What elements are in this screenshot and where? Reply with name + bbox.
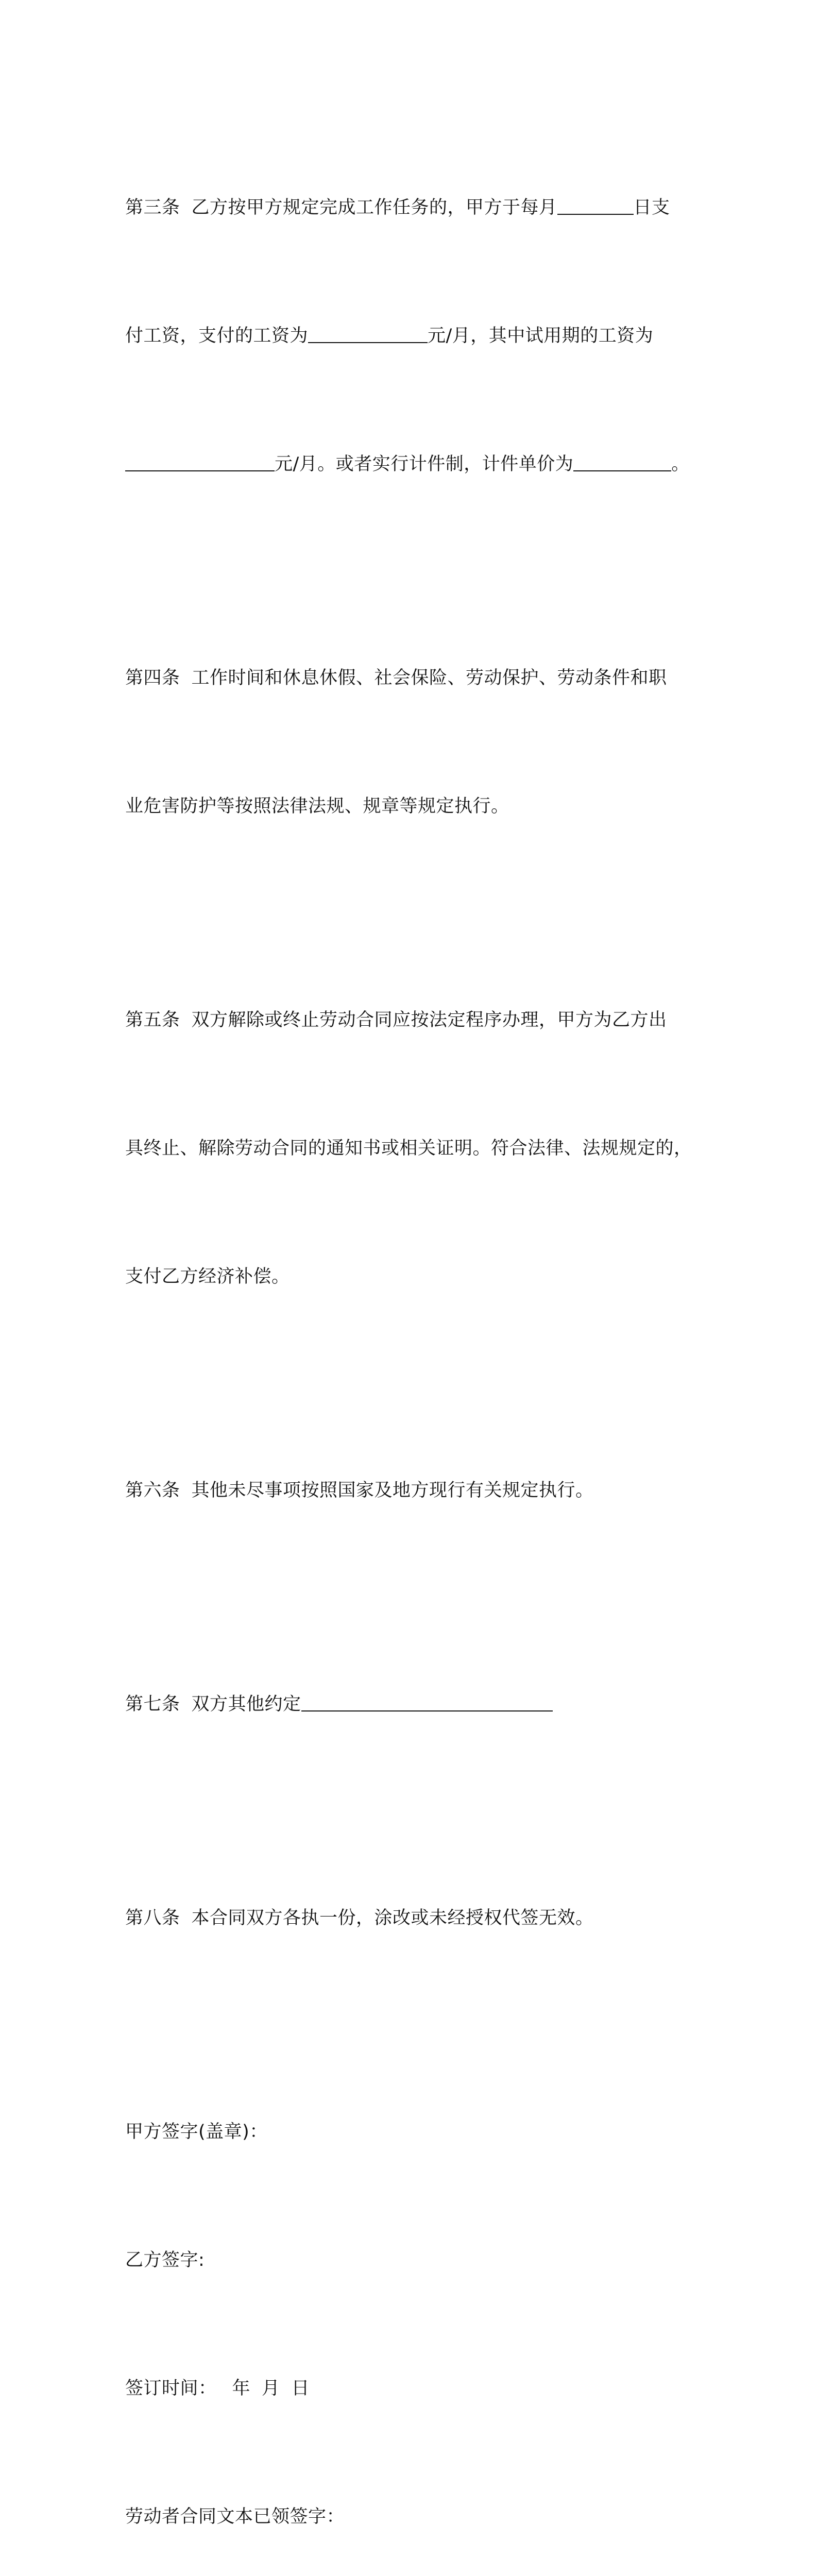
clause-6-text-1: 其他未尽事项按照国家及地方现行有关规定执行。 [191, 1480, 594, 1501]
clause-3-heading: 第三条 [125, 197, 180, 218]
clause-4-heading: 第四条 [125, 668, 180, 688]
clause-3 [125, 101, 697, 571]
clause-7-line-1 [125, 1683, 697, 1726]
clause-7-text-1: 双方其他约定 [191, 1694, 301, 1715]
signing-date-line [125, 2367, 697, 2410]
clause-3-text-3a: 元/月。或者实行计件制，计件单价为 [275, 454, 574, 474]
clause-5-text-1: 双方解除或终止劳动合同应按法定程序办理，甲方为乙方出 [191, 1010, 667, 1030]
pay-day-blank [557, 198, 634, 215]
clause-4 [125, 571, 697, 913]
worker-received-label: 劳动者合同文本已领签字： [125, 2506, 345, 2527]
clause-5-text-3: 支付乙方经济补偿。 [125, 1266, 290, 1287]
signing-date-year: 年 [232, 2378, 251, 2399]
clause-7-heading: 第七条 [125, 1694, 180, 1715]
other-agreement-blank [301, 1695, 553, 1711]
clause-4-line-1 [125, 657, 697, 700]
monthly-wage-blank [308, 327, 428, 343]
piece-rate-blank [573, 455, 671, 471]
clause-8 [125, 1811, 697, 2025]
clause-5 [125, 913, 697, 1384]
clause-8-line-1 [125, 1897, 697, 1940]
clause-3-line-3 [125, 443, 697, 486]
clause-4-text-2: 业危害防护等按照法律法规、规章等规定执行。 [125, 796, 509, 817]
signing-date-month: 月 [262, 2378, 280, 2399]
clause-3-text-1a: 乙方按甲方规定完成工作任务的，甲方于每月 [191, 197, 557, 218]
clause-5-text-2: 具终止、解除劳动合同的通知书或相关证明。符合法律、法规规定的， [125, 1138, 692, 1159]
signature-block [125, 2025, 697, 2576]
contract-body [125, 101, 697, 2576]
clause-3-line-1 [125, 187, 697, 229]
clause-4-text-1: 工作时间和休息休假、社会保险、劳动保护、劳动条件和职 [191, 668, 667, 688]
clause-5-line-1 [125, 999, 697, 1042]
signing-date-label: 签订时间： [125, 2378, 217, 2399]
clause-3-text-1b: 日支 [633, 197, 670, 218]
clause-4-line-2 [125, 785, 697, 828]
clause-5-heading: 第五条 [125, 1010, 180, 1030]
clause-3-text-2a: 付工资，支付的工资为 [125, 326, 309, 346]
clause-5-line-2 [125, 1127, 697, 1170]
clause-6-line-1 [125, 1469, 697, 1512]
clause-3-line-2 [125, 315, 697, 358]
clause-3-text-3b: 。 [671, 454, 690, 474]
party-b-signature-label: 乙方签字: [125, 2250, 205, 2270]
clause-5-line-3 [125, 1256, 697, 1298]
clause-7 [125, 1598, 697, 1811]
signing-date-day: 日 [291, 2378, 310, 2399]
clause-6 [125, 1384, 697, 1598]
party-a-signature-label: 甲方签字(盖章)： [125, 2122, 268, 2142]
probation-wage-blank [125, 455, 275, 471]
clause-3-text-2b: 元/月，其中试用期的工资为 [428, 326, 654, 346]
clause-8-text-1: 本合同双方各执一份，涂改或未经授权代签无效。 [191, 1908, 594, 1928]
clause-6-heading: 第六条 [125, 1480, 180, 1501]
clause-8-heading: 第八条 [125, 1908, 180, 1928]
